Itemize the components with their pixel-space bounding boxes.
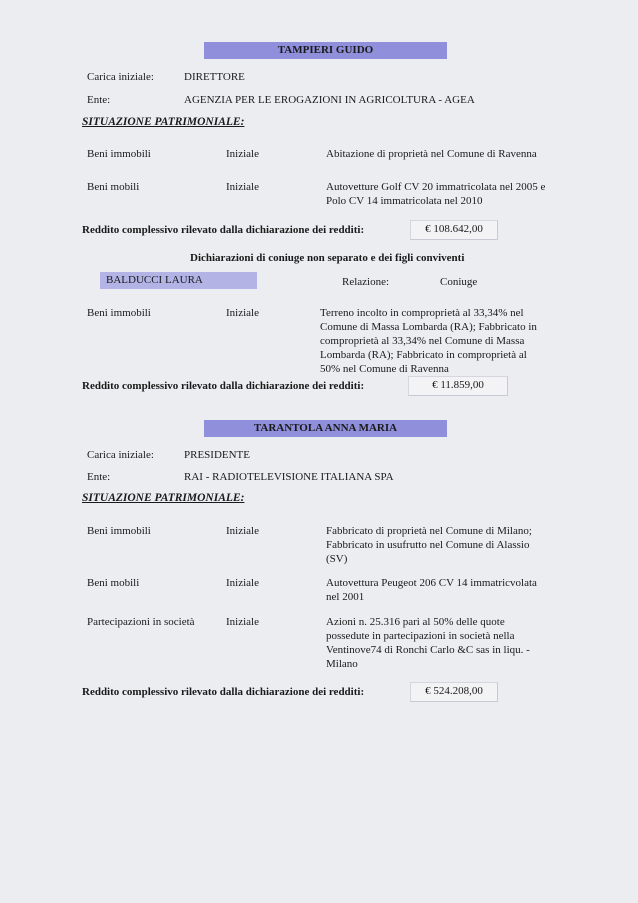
person1-row2-status: Iniziale	[226, 181, 259, 193]
person2-row1-type: Beni immobili	[87, 525, 151, 537]
person2-carica-label: Carica iniziale:	[87, 449, 154, 461]
person2-row2-desc	[326, 576, 576, 604]
desc-line: Ventinove74 di Ronchi Carlo &C sas in liqu. -	[326, 644, 530, 656]
person2-row3-desc	[326, 615, 576, 671]
spouse-income-label: Reddito complessivo rilevato dalla dichiarazione dei redditi:	[82, 380, 365, 392]
desc-line: 50% nel Comune di Ravenna	[320, 363, 449, 375]
person1-ente-label: Ente:	[87, 94, 111, 106]
spouse-income-box	[408, 376, 508, 396]
person1-name: TAMPIERI GUIDO	[277, 44, 374, 56]
desc-line: Comune di Massa Lombarda (RA); Fabbricato in	[320, 321, 537, 333]
person1-row2-desc	[326, 180, 576, 208]
person2-ente-label: Ente:	[87, 471, 111, 483]
person1-carica-value: DIRETTORE	[184, 71, 245, 83]
spouse-income-value: € 11.859,00	[432, 379, 484, 391]
desc-line: possedute in partecipazioni in società nella	[326, 630, 515, 642]
spouse-section-header: Dichiarazioni di coniuge non separato e dei figli conviventi	[190, 252, 465, 264]
person1-name-band	[204, 42, 447, 59]
desc-line: Fabbricato di proprietà nel Comune di Milano;	[326, 525, 532, 537]
person1-income-label: Reddito complessivo rilevato dalla dichiarazione dei redditi:	[82, 224, 365, 236]
person2-row2-status: Iniziale	[226, 577, 259, 589]
person2-income-value: € 524.208,00	[425, 685, 483, 697]
person1-section-title: SITUAZIONE PATRIMONIALE:	[82, 116, 245, 128]
desc-line: Azioni n. 25.316 pari al 50% delle quote	[326, 616, 505, 628]
person1-carica-label: Carica iniziale:	[87, 71, 154, 83]
desc-line: Autovettura Peugeot 206 CV 14 immatricvolata	[326, 577, 537, 589]
desc-line: Milano	[326, 658, 358, 670]
person2-row3-type: Partecipazioni in società	[87, 616, 195, 628]
desc-line: Terreno incolto in comproprietà al 33,34% nel	[320, 307, 524, 319]
spouse-name-band	[100, 272, 257, 289]
person2-row1-status: Iniziale	[226, 525, 259, 537]
spouse-relation-value: Coniuge	[440, 276, 478, 288]
desc-line: (SV)	[326, 553, 348, 565]
desc-line: comproprietà al 33,34% nel Comune di Massa	[320, 335, 525, 347]
desc-line: Fabbricato in usufrutto nel Comune di Alassio	[326, 539, 530, 551]
spouse-name: BALDUCCI LAURA	[106, 274, 203, 286]
spouse-relation-label: Relazione:	[342, 276, 390, 288]
person2-name: TARANTOLA ANNA MARIA	[253, 422, 398, 434]
spouse-row-type: Beni immobili	[87, 307, 151, 319]
desc-line: nel 2001	[326, 591, 365, 603]
person1-row1-desc: Abitazione di proprietà nel Comune di Ravenna	[326, 148, 537, 160]
desc-line: Autovetture Golf CV 20 immatricolata nel 2005 e	[326, 181, 546, 193]
person2-name-band	[204, 420, 447, 437]
person2-income-box	[410, 682, 498, 702]
person1-income-value: € 108.642,00	[425, 223, 483, 235]
person2-section-title: SITUAZIONE PATRIMONIALE:	[82, 492, 245, 504]
person1-row2-type: Beni mobili	[87, 181, 140, 193]
person2-row3-status: Iniziale	[226, 616, 259, 628]
desc-line: Lombarda (RA); Fabbricato in comproprietà al	[320, 349, 527, 361]
desc-line: Polo CV 14 immatricolata nel 2010	[326, 195, 483, 207]
person2-carica-value: PRESIDENTE	[184, 449, 250, 461]
person1-row1-status: Iniziale	[226, 148, 259, 160]
person2-row1-desc	[326, 524, 576, 566]
person2-row2-type: Beni mobili	[87, 577, 140, 589]
person1-income-box	[410, 220, 498, 240]
person2-income-label: Reddito complessivo rilevato dalla dichiarazione dei redditi:	[82, 686, 365, 698]
person1-row1-type: Beni immobili	[87, 148, 151, 160]
spouse-row-status: Iniziale	[226, 307, 259, 319]
person2-ente-value: RAI - RADIOTELEVISIONE ITALIANA SPA	[184, 471, 394, 483]
person1-ente-value: AGENZIA PER LE EROGAZIONI IN AGRICOLTURA - AGEA	[184, 94, 475, 106]
spouse-row-desc	[320, 306, 570, 376]
